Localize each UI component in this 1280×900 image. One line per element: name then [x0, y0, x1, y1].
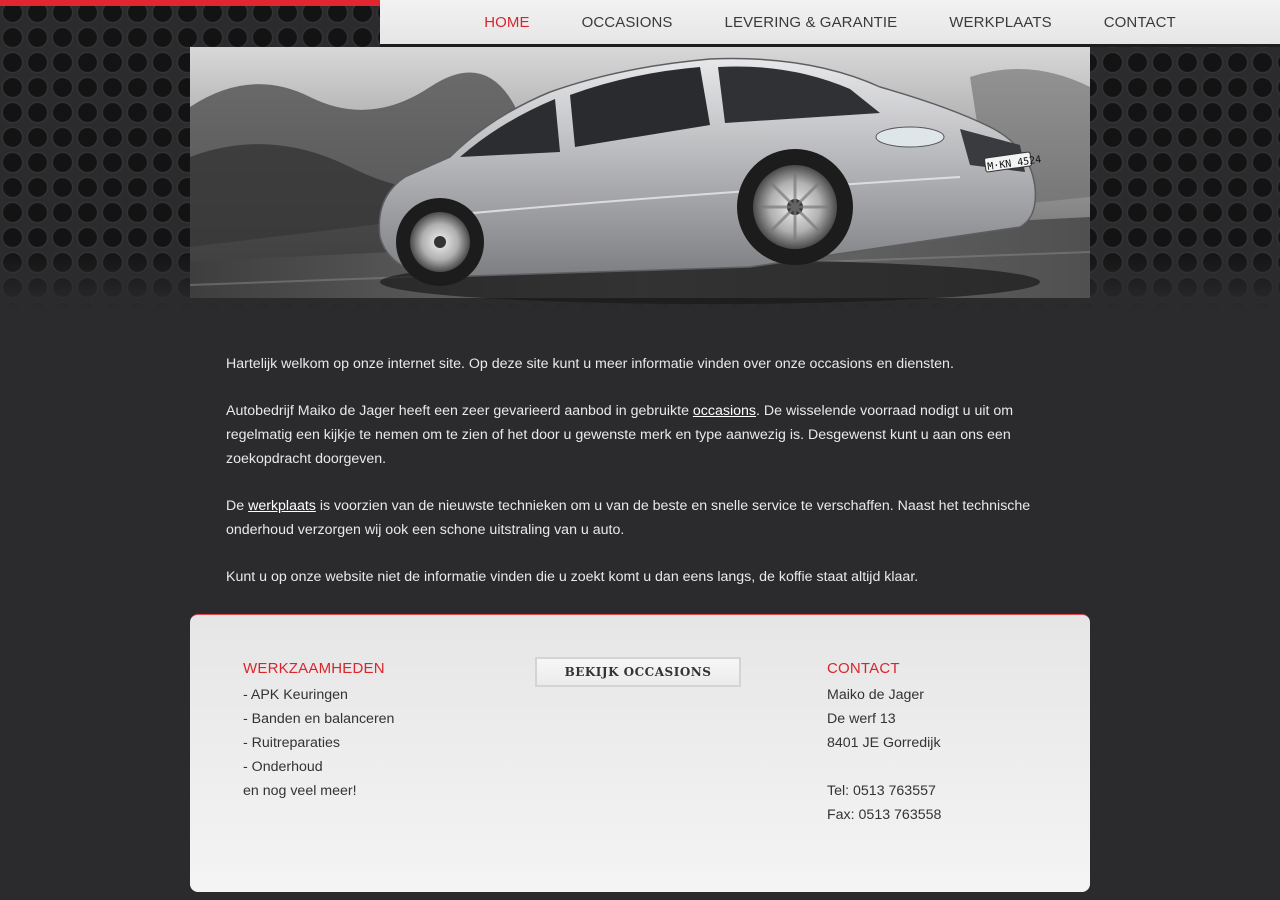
- service-item: - APK Keuringen: [243, 687, 348, 703]
- services-heading: WERKZAAMHEDEN: [243, 660, 385, 677]
- nav-item-home[interactable]: HOME: [484, 13, 530, 31]
- nav-bar: [380, 0, 1280, 47]
- service-item: en nog veel meer!: [243, 783, 357, 799]
- car-illustration: [190, 47, 1090, 298]
- contact-street: De werf 13: [827, 711, 896, 727]
- main-navigation: [190, 0, 1176, 47]
- paragraph-occasions: [226, 399, 1056, 471]
- contact-column: [827, 659, 941, 827]
- paragraph-werkplaats: [226, 494, 1056, 542]
- nav-item-levering-garantie[interactable]: LEVERING & GARANTIE: [724, 13, 898, 31]
- nav-item-occasions[interactable]: OCCASIONS: [581, 13, 673, 31]
- service-item: - Ruitreparaties: [243, 735, 340, 751]
- contact-fax: Fax: 0513 763558: [827, 807, 942, 823]
- welcome-text-section: [226, 352, 1056, 612]
- paragraph-welcome: Hartelijk welkom op onze internet site. Op deze site kunt u meer informatie vinden over onze occasions en diensten.: [226, 356, 954, 372]
- license-plate-text: M·KN 4524: [986, 154, 1042, 173]
- paragraph-occasions-text-2: . De wisselende voorraad nodigt u uit om regelmatig een kijkje te nemen om te zien of het door u gewenste merk en type aanwezig is. Desgewenst kunt u aan ons een zoekopdracht doorgeven.: [226, 403, 1014, 467]
- paragraph-occasions-text-1: Autobedrijf Maiko de Jager heeft een zeer gevarieerd aanbod in gebruikte: [226, 403, 693, 419]
- paragraph-coffee: Kunt u op onze website niet de informatie vinden die u zoekt komt u dan eens langs, de koffie staat altijd klaar.: [226, 569, 919, 585]
- contact-city: 8401 JE Gorredijk: [827, 735, 941, 751]
- nav-item-werkplaats[interactable]: WERKPLAATS: [949, 13, 1052, 31]
- contact-name: Maiko de Jager: [827, 687, 924, 703]
- nav-item-contact[interactable]: CONTACT: [1103, 13, 1176, 31]
- occasions-link[interactable]: occasions: [692, 403, 757, 419]
- paragraph-werkplaats-text-2: is voorzien van de nieuwste technieken om u van de beste en snelle service te verschaffen. Naast het technische onderhoud verzorgen wij ook een schone uitstraling van u auto.: [226, 498, 1031, 538]
- hero-banner-car-image: [190, 47, 1090, 298]
- bekijk-occasions-button[interactable]: BEKIJK OCCASIONS: [535, 657, 741, 687]
- contact-tel: Tel: 0513 763557: [827, 783, 936, 799]
- contact-heading: CONTACT: [827, 660, 900, 677]
- werkplaats-link[interactable]: werkplaats: [248, 498, 316, 514]
- contact-spacer: [827, 755, 941, 779]
- service-item: - Banden en balanceren: [243, 711, 395, 727]
- footer-panel: [190, 614, 1090, 892]
- service-item: - Onderhoud: [243, 759, 323, 775]
- services-column: [243, 659, 394, 803]
- paragraph-werkplaats-text-1: De: [226, 498, 249, 514]
